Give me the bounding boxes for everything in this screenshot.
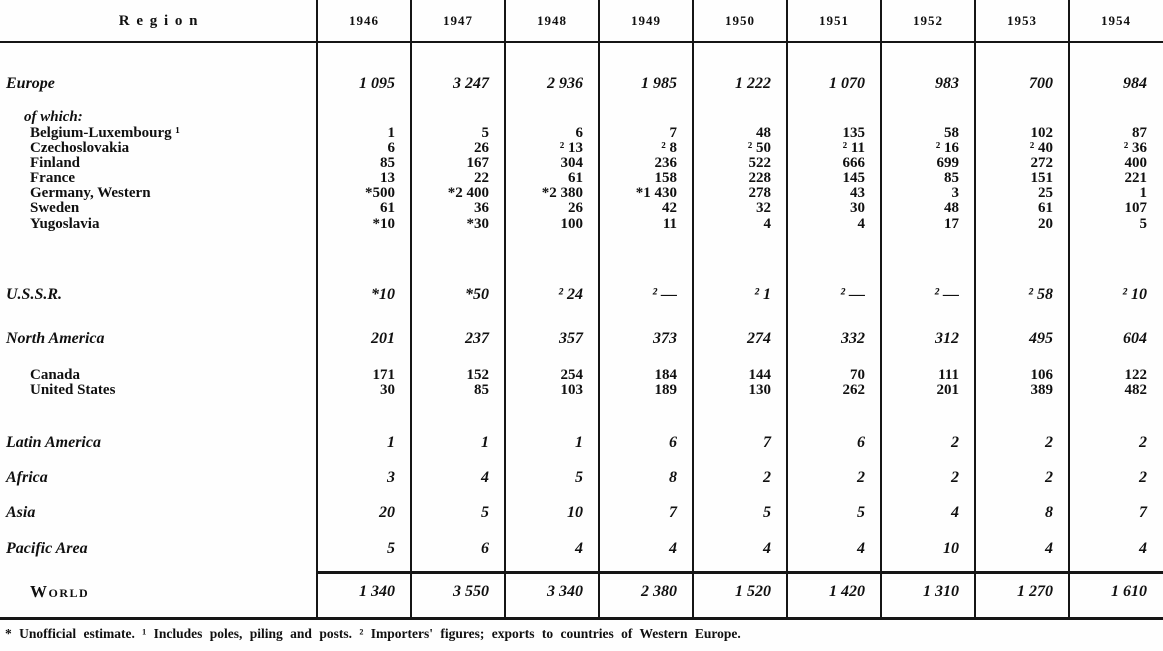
table-cell: 237 [465,330,489,347]
table-cell: 1 310 [923,583,959,600]
table-cell: *50 [465,286,489,303]
row-values [317,539,1163,559]
table-cell: 254 [560,367,583,383]
table-cell: ² — [934,286,959,303]
table-cell: 4 [1139,540,1147,557]
table-cell: 3 550 [453,583,489,600]
table-cell: 5 [387,540,395,557]
table-cell: ² 40 [1029,140,1053,156]
year-header-1952: 1952 [913,13,943,28]
table-cell: 221 [1124,170,1147,186]
region-column-header: Region [118,13,205,29]
row-label: Asia [6,504,36,521]
table-cell: 604 [1123,330,1147,347]
table-cell: 1 095 [359,75,395,92]
row-label: Sweden [30,200,80,216]
table-row-ussr [0,285,1163,305]
table-cell: 36 [474,200,489,216]
table-cell: 1 520 [735,583,771,600]
table-cell: 61 [380,200,395,216]
row-values [317,329,1163,349]
table-cell: 5 [481,125,489,141]
table-cell: *10 [372,216,395,232]
table-cell: 100 [560,216,583,232]
table-cell: 85 [380,155,395,171]
year-header-1954: 1954 [1101,13,1131,28]
table-cell: 3 [387,469,395,486]
table-cell: 25 [1038,185,1053,201]
table-cell: 699 [936,155,959,171]
table-cell: ² 36 [1123,140,1147,156]
row-label: Finland [30,155,81,171]
row-label: Latin America [6,434,101,451]
table-cell: 228 [748,170,771,186]
table-row-pacific-area [0,539,1163,559]
table-cell: 2 [1139,469,1147,486]
table-cell: ² 10 [1122,286,1147,303]
row-label: Europe [6,75,55,92]
row-label: of which: [24,109,83,125]
table-cell: 4 [951,504,959,521]
table-cell: 4 [481,469,489,486]
table-cell: 6 [387,140,395,156]
table-cell: 2 380 [641,583,677,600]
table-cell: 184 [654,367,677,383]
table-cell: 2 [1045,434,1053,451]
table-cell: 201 [371,330,395,347]
table-cell: 135 [842,125,865,141]
table-cell: 7 [669,504,677,521]
table-cell: 357 [559,330,583,347]
table-cell: 262 [842,382,865,398]
table-cell: 20 [379,504,395,521]
table-cell: 13 [380,170,395,186]
table-cell: 106 [1030,367,1053,383]
table-cell: *2 400 [447,185,489,201]
year-header-1947: 1947 [443,13,473,28]
row-values [317,468,1163,488]
table-cell: 4 [857,216,865,232]
row-label: Belgium-Luxembourg ¹ [30,125,180,141]
table-cell: 274 [747,330,771,347]
table-cell: 30 [380,382,395,398]
table-cell: 983 [935,75,959,92]
table-cell: 107 [1124,200,1147,216]
row-label: Africa [6,469,48,486]
row-values [317,214,1163,234]
table-cell: 1 340 [359,583,395,600]
table-cell: 5 [481,504,489,521]
table-cell: 666 [842,155,865,171]
table-cell: 4 [857,540,865,557]
table-cell: 111 [938,367,959,383]
table-cell: 10 [567,504,583,521]
table-cell: 6 [669,434,677,451]
row-label: France [30,170,75,186]
table-cell: 522 [748,155,771,171]
table-cell: 58 [944,125,959,141]
table-cell: 6 [481,540,489,557]
row-values [317,285,1163,305]
row-label: United States [30,382,116,398]
table-cell: 2 [1139,434,1147,451]
table-cell: 1 [575,434,583,451]
table-cell: 102 [1030,125,1053,141]
row-values [317,380,1163,400]
row-label: Yugoslavia [30,216,100,232]
table-cell: 4 [575,540,583,557]
table-cell: 20 [1038,216,1053,232]
table-cell: 4 [669,540,677,557]
row-label: Pacific Area [6,540,88,557]
row-label: North America [6,330,105,347]
table-cell: 236 [654,155,677,171]
year-headers [317,0,1163,42]
table-cell: ² 16 [935,140,959,156]
table-row-united-states [0,380,1163,400]
table-cell: 158 [654,170,677,186]
table-cell: 87 [1132,125,1147,141]
table-cell: 8 [1045,504,1053,521]
table-cell: 61 [1038,200,1053,216]
table-cell: 482 [1124,382,1147,398]
table-cell: 85 [474,382,489,398]
table-cell: 7 [669,125,677,141]
table-row-africa [0,468,1163,488]
table-cell: 1 [387,434,395,451]
table-row-latin-america [0,433,1163,453]
world-total-rule [317,571,1163,574]
table-row-north-america [0,329,1163,349]
table-cell: 152 [466,367,489,383]
year-header-1953: 1953 [1007,13,1037,28]
table-cell: 11 [662,216,677,232]
table-cell: 7 [763,434,771,451]
table-cell: 61 [568,170,583,186]
table-cell: 1 [1139,185,1147,201]
table-cell: *500 [365,185,395,201]
table-cell: 10 [943,540,959,557]
table-cell: 167 [466,155,489,171]
table-cell: 1 [481,434,489,451]
table-cell: 4 [763,216,771,232]
footnote: * Unofficial estimate. ¹ Includes poles, piling and posts. ² Importers' figures; exports to countries of Western Europe. [5,626,741,641]
table-cell: 5 [1139,216,1147,232]
table-cell: 1 222 [735,75,771,92]
table-cell: 1 070 [829,75,865,92]
table-cell: 7 [1139,504,1147,521]
table-cell: ² 58 [1028,286,1053,303]
table-cell: 2 [857,469,865,486]
table-cell: 400 [1124,155,1147,171]
table-cell: ² 24 [558,286,583,303]
table-cell: 332 [841,330,865,347]
table-cell: 48 [756,125,771,141]
table-cell: 4 [1045,540,1053,557]
table-cell: 5 [857,504,865,521]
table-cell: 5 [575,469,583,486]
table-cell: 2 936 [547,75,583,92]
row-values [317,74,1163,94]
table-cell: 5 [763,504,771,521]
table-row-europe [0,74,1163,94]
table-cell: 171 [372,367,395,383]
table-cell: 2 [1045,469,1053,486]
table-cell: 145 [842,170,865,186]
row-label: World [30,582,90,601]
table-cell: 22 [474,170,489,186]
table-cell: 272 [1030,155,1053,171]
table-cell: 151 [1030,170,1053,186]
table-cell: 1 270 [1017,583,1053,600]
table-cell: *10 [371,286,395,303]
table-cell: 43 [850,185,865,201]
row-values [317,503,1163,523]
table-cell: 6 [857,434,865,451]
table-cell: 42 [662,200,677,216]
table-cell: 1 985 [641,75,677,92]
row-label: Czechoslovakia [30,140,130,156]
table-cell: ² 50 [747,140,771,156]
table-cell: 2 [951,469,959,486]
year-header-1948: 1948 [537,13,567,28]
table-cell: 48 [944,200,959,216]
table-cell: 700 [1029,75,1053,92]
table-cell: 3 340 [547,583,583,600]
table-cell: ² — [840,286,865,303]
table-cell: 278 [748,185,771,201]
table-cell: 144 [748,367,771,383]
table-cell: 26 [474,140,489,156]
table-cell: 26 [568,200,583,216]
row-label: Germany, Western [30,185,151,201]
row-label: Canada [30,367,81,383]
table-cell: 304 [560,155,583,171]
table-cell: 3 [951,185,959,201]
table-cell: 312 [935,330,959,347]
table-cell: 6 [575,125,583,141]
bottom-rule [0,617,1163,620]
table-cell: 2 [763,469,771,486]
table-row-asia [0,503,1163,523]
table-cell: ² — [652,286,677,303]
table-cell: 1 [387,125,395,141]
table-cell: 70 [850,367,865,383]
row-values [317,582,1163,602]
table-row-world-total [0,582,1163,602]
table-cell: ² 1 [754,286,771,303]
table-cell: ² 11 [842,140,865,156]
table-header-row [0,0,1163,42]
table-cell: 189 [654,382,677,398]
table-cell: *30 [466,216,489,232]
table-cell: 17 [944,216,959,232]
table-cell: 130 [748,382,771,398]
table-row-yugoslavia [0,214,1163,234]
year-header-1950: 1950 [725,13,755,28]
table-cell: 32 [756,200,771,216]
table-cell: *2 380 [541,185,583,201]
table-cell: 2 [951,434,959,451]
table-cell: 85 [944,170,959,186]
table-cell: 103 [560,382,583,398]
row-values [317,433,1163,453]
table-cell: ² 13 [559,140,583,156]
year-header-1951: 1951 [819,13,849,28]
table-cell: 122 [1124,367,1147,383]
table-cell: 389 [1030,382,1053,398]
table-cell: 373 [653,330,677,347]
table-cell: 1 420 [829,583,865,600]
table-cell: 984 [1123,75,1147,92]
table-cell: ² 8 [661,140,677,156]
table-cell: 1 610 [1111,583,1147,600]
table-cell: 3 247 [453,75,489,92]
year-header-1946: 1946 [349,13,379,28]
table-cell: 30 [850,200,865,216]
table-cell: 495 [1029,330,1053,347]
table-cell: 4 [763,540,771,557]
table-cell: *1 430 [635,185,677,201]
table-cell: 8 [669,469,677,486]
year-header-1949: 1949 [631,13,661,28]
table-cell: 201 [936,382,959,398]
row-label: U.S.S.R. [6,286,63,303]
